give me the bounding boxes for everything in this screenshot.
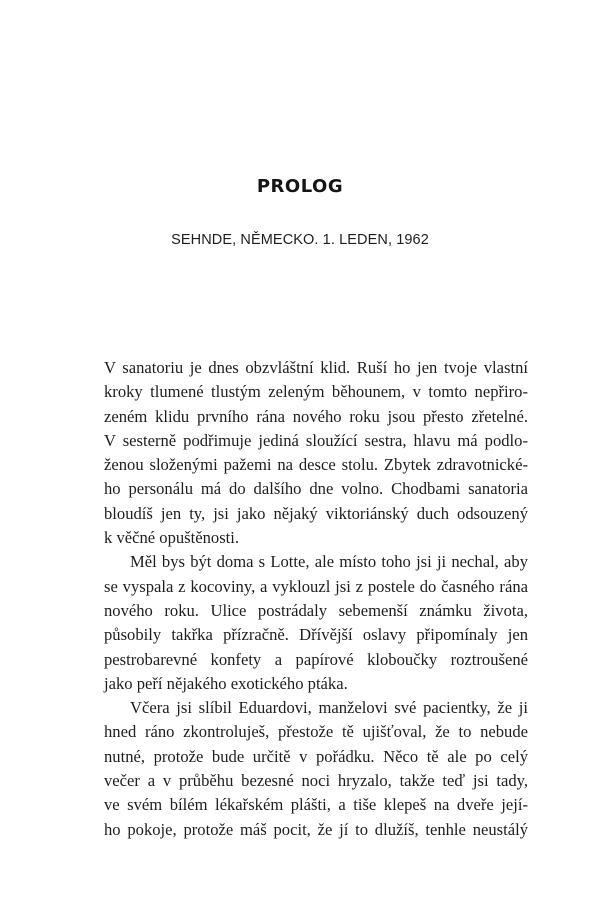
text-line: působily takřka přízračně. Dřívější oslavy připomínaly jen: [104, 625, 528, 645]
text-line: pestrobarevné konfety a papírové kloboučky roztroušené: [104, 649, 528, 669]
text-line: V sesterně podřimuje jediná sloužící sestra, hlavu má podlo-: [104, 430, 528, 450]
text-line: se vyspala z kocoviny, a vyklouzl jsi z postele do časného rána: [104, 576, 528, 596]
chapter-title: PROLOG: [256, 176, 344, 197]
text-line: Včera jsi slíbil Eduardovi, manželovi své pacientky, že ji: [130, 698, 528, 718]
text-line: bloudíš jen ty, jsi jako nějaký viktoriánský duch odsouzený: [104, 503, 528, 523]
text-line: kroky tlumené tlustým zeleným běhounem, v tomto nepřiro-: [104, 382, 528, 402]
text-line: Měl bys být doma s Lotte, ale místo toho jsi ji nechal, aby: [130, 552, 528, 572]
text-line: hned ráno zkontroluješ, přestože tě ujišťoval, že to nebude: [104, 722, 528, 742]
text-line: ve svém bílém lékařském plášti, a tiše klepeš na dveře její-: [104, 795, 528, 815]
paragraph: [104, 356, 528, 550]
chapter-subtitle: SEHNDE, NĚMECKO. 1. LEDEN, 1962: [171, 232, 429, 248]
paragraph: [104, 696, 528, 842]
text-line: jako peří nějakého exotického ptáka.: [104, 673, 348, 693]
text-line: ženou složenými pažemi na desce stolu. Zbytek zdravotnické-: [104, 455, 528, 475]
body-text: [104, 356, 528, 842]
text-line: V sanatoriu je dnes obzvláštní klid. Ruší ho jen tvoje vlastní: [104, 358, 528, 377]
paragraph: [104, 550, 528, 696]
text-line: nutné, protože bude určitě v pořádku. Něco tě ale po celý: [104, 746, 528, 766]
text-line: ho personálu má do dalšího dne volno. Chodbami sanatoria: [104, 479, 528, 499]
text-line: zeném klidu prvního rána nového roku jsou přesto zřetelné.: [104, 406, 528, 426]
text-line: k věčné opuštěnosti.: [104, 528, 240, 548]
text-line: ho pokoje, protože máš pocit, že jí to dlužíš, tenhle neustálý: [104, 819, 528, 839]
text-line: nového roku. Ulice postrádaly sebemenší známku života,: [104, 600, 528, 620]
text-line: večer a v průběhu bezesné noci hryzalo, takže teď jsi tady,: [104, 771, 528, 791]
